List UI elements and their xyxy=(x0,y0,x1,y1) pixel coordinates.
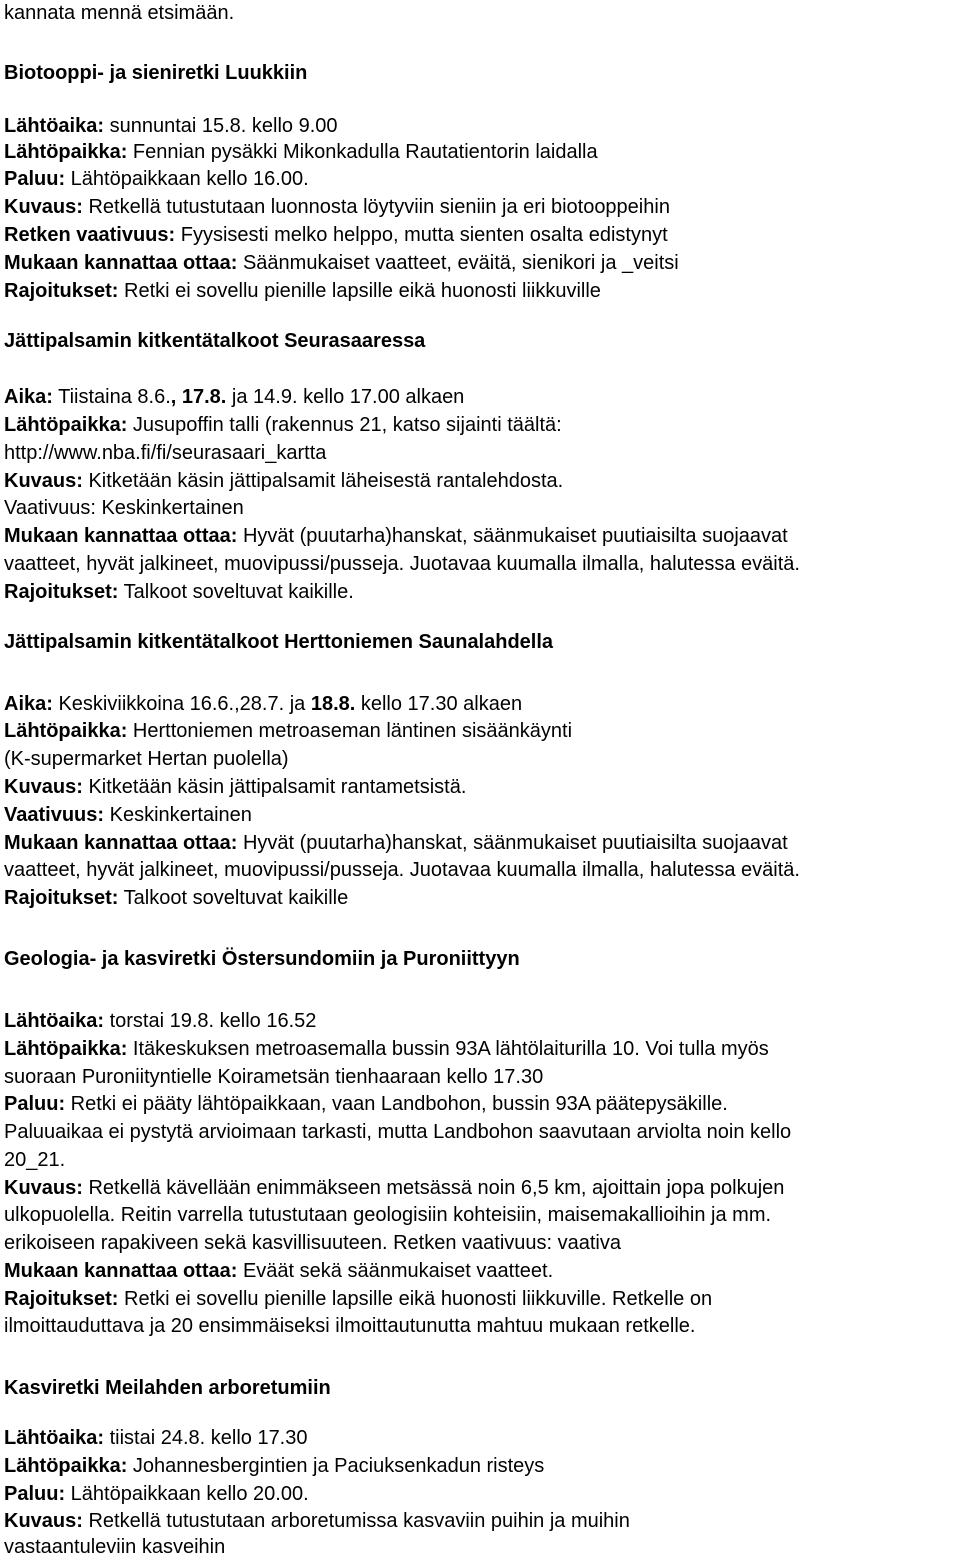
field-text: Jusupoffin talli (rakennus 21, katso sijainti täältä: xyxy=(127,414,562,436)
section-line xyxy=(4,1482,309,1506)
field-label: Rajoitukset: xyxy=(4,887,119,909)
section-line xyxy=(4,803,252,827)
section-title: Jättipalsamin kitkentätalkoot Herttoniemen Saunalahdella xyxy=(4,631,554,653)
field-label: Kuvaus: xyxy=(4,196,83,218)
field-text: Hyvät (puutarha)hanskat, säänmukaiset puutiaisilta suojaavat xyxy=(237,525,788,547)
field-label: Paluu: xyxy=(4,1093,66,1115)
field-text: Itäkeskuksen metroasemalla bussin 93A lähtölaiturilla 10. Voi tulla myös xyxy=(127,1038,769,1060)
section-line xyxy=(4,1231,621,1255)
section-line xyxy=(4,195,670,219)
field-text: Fyysisesti melko helppo, mutta sienten osalta edistynyt xyxy=(175,224,668,246)
field-text: Johannesbergintien ja Paciuksenkadun risteys xyxy=(127,1455,545,1477)
field-label: Mukaan kannattaa ottaa: xyxy=(4,252,238,274)
field-label: Mukaan kannattaa ottaa: xyxy=(4,832,238,854)
section-line xyxy=(4,1454,544,1478)
field-label: Rajoitukset: xyxy=(4,581,119,603)
section-title: Jättipalsamin kitkentätalkoot Seurasaaressa xyxy=(4,330,426,352)
section-line xyxy=(4,831,788,855)
field-text: Herttoniemen metroaseman läntinen sisäänkäynti xyxy=(127,720,573,742)
field-text: erikoiseen rapakiveen sekä kasvillisuuteen. Retken vaativuus: vaativa xyxy=(4,1232,622,1254)
section-title: Biotooppi- ja sieniretki Luukkiin xyxy=(4,62,308,84)
section-line xyxy=(4,114,338,138)
section-line xyxy=(4,1065,543,1089)
field-label: Lähtöpaikka: xyxy=(4,414,128,436)
field-label: Kuvaus: xyxy=(4,1510,83,1532)
field-label: Lähtöpaikka: xyxy=(4,720,128,742)
field-text-bold: , 17.8. xyxy=(170,386,227,408)
field-text: ja 14.9. kello 17.00 alkaen xyxy=(226,386,465,408)
section-line xyxy=(4,223,668,247)
field-text: Retki ei pääty lähtöpaikkaan, vaan Landbohon, bussin 93A päätepysäkille. xyxy=(65,1093,728,1115)
section-line xyxy=(4,775,466,799)
section-line xyxy=(4,719,572,743)
field-text: Eväät sekä säänmukaiset vaatteet. xyxy=(237,1260,554,1282)
section-line xyxy=(4,1009,316,1033)
section-line xyxy=(4,140,598,164)
field-text: Lähtöpaikkaan kello 16.00. xyxy=(65,168,309,190)
field-text: Kitketään käsin jättipalsamit läheisestä rantalehdosta. xyxy=(82,470,564,492)
field-text: suoraan Puroniityntielle Koirametsän tienhaaraan kello 17.30 xyxy=(4,1066,544,1088)
field-label: Paluu: xyxy=(4,1483,66,1505)
field-text: Retki ei sovellu pienille lapsille eikä huonosti liikkuville. Retkelle on xyxy=(118,1288,713,1310)
field-label: Kuvaus: xyxy=(4,776,83,798)
field-label: Mukaan kannattaa ottaa: xyxy=(4,525,238,547)
field-text: Keskiviikkoina 16.6.,28.7. ja xyxy=(52,693,311,715)
field-text: http://www.nba.fi/fi/seurasaari_kartta xyxy=(4,442,327,464)
field-text: Säänmukaiset vaatteet, eväitä, sienikori ja _veitsi xyxy=(237,252,679,274)
section-title: Kasviretki Meilahden arboretumiin xyxy=(4,1377,331,1399)
field-label: Lähtöaika: xyxy=(4,1010,105,1032)
intro-line: kannata mennä etsimään. xyxy=(4,2,235,24)
field-text: Retkellä tutustutaan luonnosta löytyviin sieniin ja eri biotooppeihin xyxy=(82,196,670,218)
section-line xyxy=(4,886,348,910)
field-label: Kuvaus: xyxy=(4,1177,83,1199)
section-line xyxy=(4,692,522,716)
field-text: sunnuntai 15.8. kello 9.00 xyxy=(104,115,338,137)
section-line xyxy=(4,1092,728,1116)
field-text: (K-supermarket Hertan puolella) xyxy=(4,748,289,770)
section-line xyxy=(4,1314,695,1338)
section-line xyxy=(4,1426,308,1450)
section-line xyxy=(4,441,326,465)
field-label: Lähtöpaikka: xyxy=(4,1455,128,1477)
field-label: Aika: xyxy=(4,386,53,408)
section-line xyxy=(4,524,788,548)
section-line xyxy=(4,1203,771,1227)
field-text: kello 17.30 alkaen xyxy=(355,693,523,715)
section-line xyxy=(4,469,563,493)
field-text: Retki ei sovellu pienille lapsille eikä huonosti liikkuville xyxy=(118,280,601,302)
section-line xyxy=(4,1176,784,1200)
section-line xyxy=(4,413,562,437)
section-title: Geologia- ja kasviretki Östersundomiin ja Puroniittyyn xyxy=(4,948,520,970)
field-text: Kitketään käsin jättipalsamit rantametsistä. xyxy=(82,776,467,798)
field-label: Rajoitukset: xyxy=(4,1288,119,1310)
field-label: Mukaan kannattaa ottaa: xyxy=(4,1260,238,1282)
field-text: Hyvät (puutarha)hanskat, säänmukaiset puutiaisilta suojaavat xyxy=(237,832,788,854)
field-label: Rajoitukset: xyxy=(4,280,119,302)
field-text: Keskinkertainen xyxy=(104,804,252,826)
field-label: Paluu: xyxy=(4,168,66,190)
section-line xyxy=(4,1509,630,1533)
field-label: Lähtöpaikka: xyxy=(4,1038,128,1060)
field-text: vaatteet, hyvät jalkineet, muovipussi/pusseja. Juotavaa kuumalla ilmalla, halutessa eväitä. xyxy=(4,859,800,881)
section-line xyxy=(4,747,289,771)
field-text-bold: 18.8. xyxy=(310,693,356,715)
section-line xyxy=(4,1120,791,1144)
field-text: vastaantuleviin kasveihin xyxy=(4,1536,226,1558)
section-line xyxy=(4,251,679,275)
section-line xyxy=(4,385,464,409)
field-label: Lähtöaika: xyxy=(4,1427,105,1449)
field-text: ilmoittauduttava ja 20 ensimmäiseksi ilmoittautunutta mahtuu mukaan retkelle. xyxy=(4,1315,696,1337)
field-text: Fennian pysäkki Mikonkadulla Rautatientorin laidalla xyxy=(127,141,598,163)
section-line xyxy=(4,279,601,303)
field-text: Paluuaikaa ei pystytä arvioimaan tarkasti, mutta Landbohon saavutaan arviolta noin kello xyxy=(4,1121,792,1143)
field-label: Retken vaativuus: xyxy=(4,224,176,246)
field-label: Vaativuus: xyxy=(4,804,105,826)
field-text: Tiistaina 8.6. xyxy=(52,386,171,408)
field-label: Aika: xyxy=(4,693,53,715)
field-text: Retkellä kävellään enimmäkseen metsässä noin 6,5 km, ajoittain jopa polkujen xyxy=(82,1177,785,1199)
section-line xyxy=(4,1287,712,1311)
field-text: Talkoot soveltuvat kaikille. xyxy=(118,581,354,603)
field-text: Lähtöpaikkaan kello 20.00. xyxy=(65,1483,309,1505)
field-text: Vaativuus: Keskinkertainen xyxy=(4,497,244,519)
section-line xyxy=(4,1535,225,1559)
field-label: Kuvaus: xyxy=(4,470,83,492)
section-line xyxy=(4,858,800,882)
field-text: Retkellä tutustutaan arboretumissa kasvaviin puihin ja muihin xyxy=(82,1510,630,1532)
field-text: 20_21. xyxy=(4,1149,66,1171)
section-line xyxy=(4,1148,65,1172)
field-label: Lähtöaika: xyxy=(4,115,105,137)
field-text: torstai 19.8. kello 16.52 xyxy=(104,1010,317,1032)
field-text: ulkopuolella. Reitin varrella tutustutaan geologisiin kohteisiin, maisemakallioihin ja mm. xyxy=(4,1204,772,1226)
field-label: Lähtöpaikka: xyxy=(4,141,128,163)
field-text: vaatteet, hyvät jalkineet, muovipussi/pusseja. Juotavaa kuumalla ilmalla, halutessa eväitä. xyxy=(4,553,800,575)
section-line xyxy=(4,1037,769,1061)
section-line xyxy=(4,496,244,520)
section-line xyxy=(4,580,354,604)
field-text: Talkoot soveltuvat kaikille xyxy=(118,887,349,909)
field-text: tiistai 24.8. kello 17.30 xyxy=(104,1427,308,1449)
section-line xyxy=(4,1259,553,1283)
section-line xyxy=(4,552,800,576)
section-line xyxy=(4,167,309,191)
